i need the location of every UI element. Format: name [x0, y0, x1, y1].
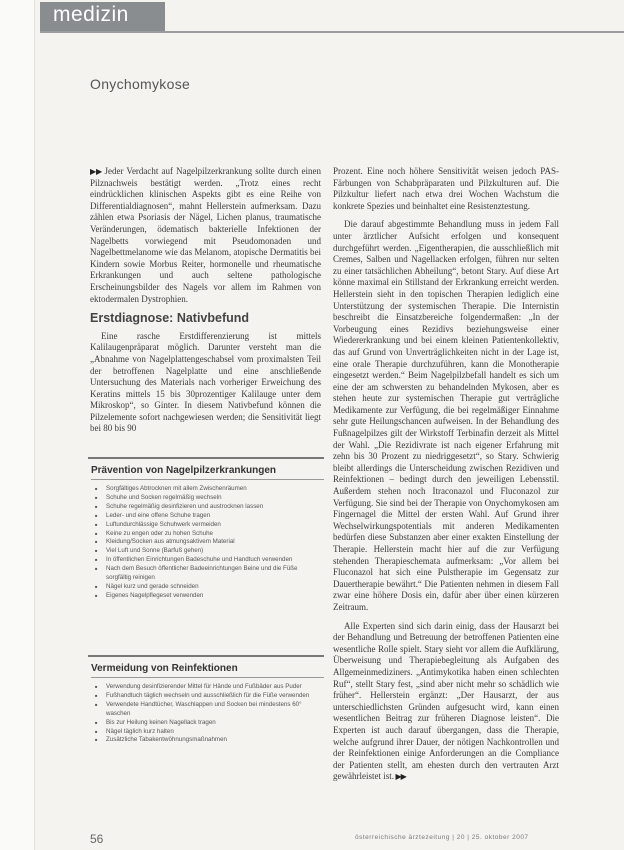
list-item: ■ Keine zu engen oder zu hohen Schuhe [92, 530, 324, 539]
header-rule [40, 31, 624, 33]
section-tab [40, 2, 165, 31]
reinfection-list [88, 683, 324, 745]
intro-paragraph [90, 166, 321, 305]
list-item: ■ Leder- und eine offene Schuhe tragen [92, 512, 324, 521]
reinfection-title: Vermeidung von Reinfektionen [91, 663, 324, 678]
list-item: ■ Sorgfältiges Abtrocknen mit allem Zwischenräumen [92, 485, 324, 494]
list-item: ■ Kleidung/Socken aus atmungsaktivem Material [92, 538, 324, 547]
left-column [90, 166, 321, 442]
list-item: ■ Schuhe regelmäßig desinfizieren und austrocknen lassen [92, 503, 324, 512]
page-number: 56 [90, 832, 104, 846]
paragraph-final [333, 621, 559, 783]
paragraph: Eine rasche Erstdifferenzierung ist mittels Kalilaugenpräparat möglich. Darunter versteht man die „Abnahme von Nagelplattengeschabsel vom proximalsten Teil der betroffenen Nagelplatte und eine anschließende Untersuchung des Materials nach vorheriger Erweichung des Keratins mittels 15 bis 30prozentiger Kalilauge unter dem Mikroskop“, so Ginter. In diesem Nativbefund können die Pilzelemente sofort nachgewiesen werden; die Sensitivität liegt bei 80 bis 90 [90, 330, 321, 434]
list-item: ■ Bis zur Heilung keinen Nagellack tragen [92, 719, 324, 728]
final-text: Alle Experten sind sich darin einig, dass der Hausarzt bei der Behandlung und Betreuung der betroffenen Patienten eine wesentliche Rolle spielt. Stary sieht vor allem die Aufklärung, Überweisung und Therapiebegleitung als Aufgaben des Allgemeinmediziners. „Antimykotika haben einen schlechten Ruf“, stellt Stary fest, „sind aber nicht mehr so schädlich wie früher“. Hellerstein ergänzt: „Der Hausarzt, der aus unterschiedlichsten Gründen aufgesucht wird, kann einen wesentlichen Beitrag zur früheren Diagnose leisten“. Die Experten ist auch darauf übergangen, dass die Therapie, welche aufgrund ihrer Dauer, der nötigen Nachkontrollen und der Reinfektionen einige Anforderungen an die Compliance der Patienten stellt, am ehesten durch den vertrauten Arzt gewährleistet ist. [333, 620, 559, 782]
publication-footer: österreichische ärztezeitung | 20 | 25. oktober 2007 [355, 834, 529, 841]
right-column [333, 166, 559, 790]
paragraph-marker-icon: ▶▶ [90, 167, 105, 176]
list-item: ■ Nach dem Besuch öffentlicher Badeeinrichtungen Beine und die Füße sorgfältig reinigen [92, 565, 324, 583]
article-title: Onychomykose [90, 76, 191, 92]
list-item: ■ Nägel kurz und gerade schneiden [92, 583, 324, 592]
list-item: ■ Viel Luft und Sonne (Barfuß gehen) [92, 547, 324, 556]
prevention-title: Prävention von Nagelpilzerkrankungen [91, 465, 324, 480]
intro-text: Jeder Verdacht auf Nagelpilzerkrankung sollte durch einen Pilznachweis bestätigt werden. „Trotz eines recht eindrücklichen klinischen Aspekts gibt es eine Reihe von Differentialdiagnosen“, mahnt Hellerstein aufmerksam. Dazu zählen etwa Psoriasis der Nägel, Lichen planus, traumatische Veränderungen, ödematisch bakterielle Infektionen der Nagelbetts vorwiegend mit Pseudomonaden und Nagelbettmelanome wie das Melanom, atopische Dermatitis bei Kindern sowie Morbus Reiter, hormonelle und rheumatische Erkrankungen und auch seltene pathologische Erscheinungsbilder des Nagels vor allem im Rahmen von ektodermalen Dystrophien. [90, 166, 321, 304]
list-item: ■ Zusätzliche Tabakentwöhnungsmaßnahmen [92, 736, 324, 745]
paragraph: Die darauf abgestimmte Behandlung muss in jedem Fall unter ärztlicher Aufsicht erfolgen und konsequent durchgeführt werden. „Eigentherapien, die ausschließlich mit Cremes, Salben und Nagellacken erfolgen, führen nur selten zu einer tatsächlichen Abheilung“, betont Stary. Auf diese Art könne maximal ein Stillstand der Erkrankung erreicht werden. Hellerstein sieht in den topischen Therapien lediglich eine Unterstützung der systemischen Therapie. Die Internistin beschreibt die Einsatzbereiche folgendermaßen: „In der Vorbeugung eines Rezidivs beziehungsweise einer Wiedererkrankung und bei einem kleinen Patientenkollektiv, das auf Grund von Unverträglichkeiten nicht in der Lage ist, eine orale Therapie durchzuführen, kann die Monotherapie eingesetzt werden.“ Beim Nagelpilzbefall handelt es sich um eine der am schwersten zu behandelnden Mykosen, aber es stehen heute zur systemischen Therapie gut verträgliche Medikamente zur Verfügung, die bei regelmäßiger Einnahme sehr gute Heilungschancen aufweisen. In der Behandlung des Fußnagelpilzes gilt der Wirkstoff Terbinafin derzeit als Mittel der Wahl. „Die Rezidivrate ist nach eigener Erfahrung mit zehn bis 30 Prozent zu niedriggesetzt“, so Stary. Schwierig bleibt allerdings die Unterscheidung zwischen Rezidiven und Reinfektionen – bedingt durch den jeweiligen Lebensstil. Außerdem stehen noch Itraconazol und Fluconazol zur Verfügung. Sie sind bei der Therapie von Onychomykosen am Fingernagel die Mittel der ersten Wahl. Auf Grund ihrer Wechselwirkungspotentials mit anderen Medikamenten bedürfen diese Substanzen aber einer exakten Einstellung der Therapie. Hellerstein macht hier auf die zur Verfügung stehenden Therapieschemata aufmerksam: „Vor allem bei Fluconazol hat sich eine Pulstherapie im Gegensatz zur Dauertherapie bewährt.“ Die Patienten nehmen in diesem Fall zwar eine höhere Dosis ein, dafür aber über einen kürzeren Zeitraum. [333, 219, 559, 612]
reinfection-box [88, 655, 324, 745]
prevention-box [88, 457, 324, 601]
paragraph: Prozent. Eine noch höhere Sensitivität weisen jedoch PAS-Färbungen von Schabpräparaten und Pilzkulturen auf. Die Pilzkultur liefert nach etwa drei Wochen Wachstum die konkrete Spezies und beinhaltet eine Resistenztestung. [333, 166, 559, 211]
section-label: medizin [53, 3, 129, 26]
end-marker-icon: ▶▶ [393, 772, 406, 782]
list-item: ■ Eigenes Nagelpflegeset verwenden [92, 592, 324, 601]
list-item: ■ Nägel täglich kurz halten [92, 728, 324, 737]
list-item: ■ Verwendung desinfizierender Mittel für Hände und Fußbäder aus Puder [92, 683, 324, 692]
list-item: ■ Verwendete Handtücher, Waschlappen und Socken bei mindestens 60° waschen [92, 701, 324, 719]
list-item: ■ Luftundurchlässige Schuhwerk vermeiden [92, 521, 324, 530]
list-item: ■ Schuhe und Socken regelmäßig wechseln [92, 494, 324, 503]
list-item: ■ In öffentlichen Einrichtungen Badeschuhe und Handtuch verwenden [92, 556, 324, 565]
prevention-list [88, 485, 324, 601]
list-item: ■ Fußhandtuch täglich wechseln und ausschließlich für die Füße verwenden [92, 692, 324, 701]
subheading: Erstdiagnose: Nativbefund [90, 311, 250, 326]
scan-edge [0, 0, 35, 850]
